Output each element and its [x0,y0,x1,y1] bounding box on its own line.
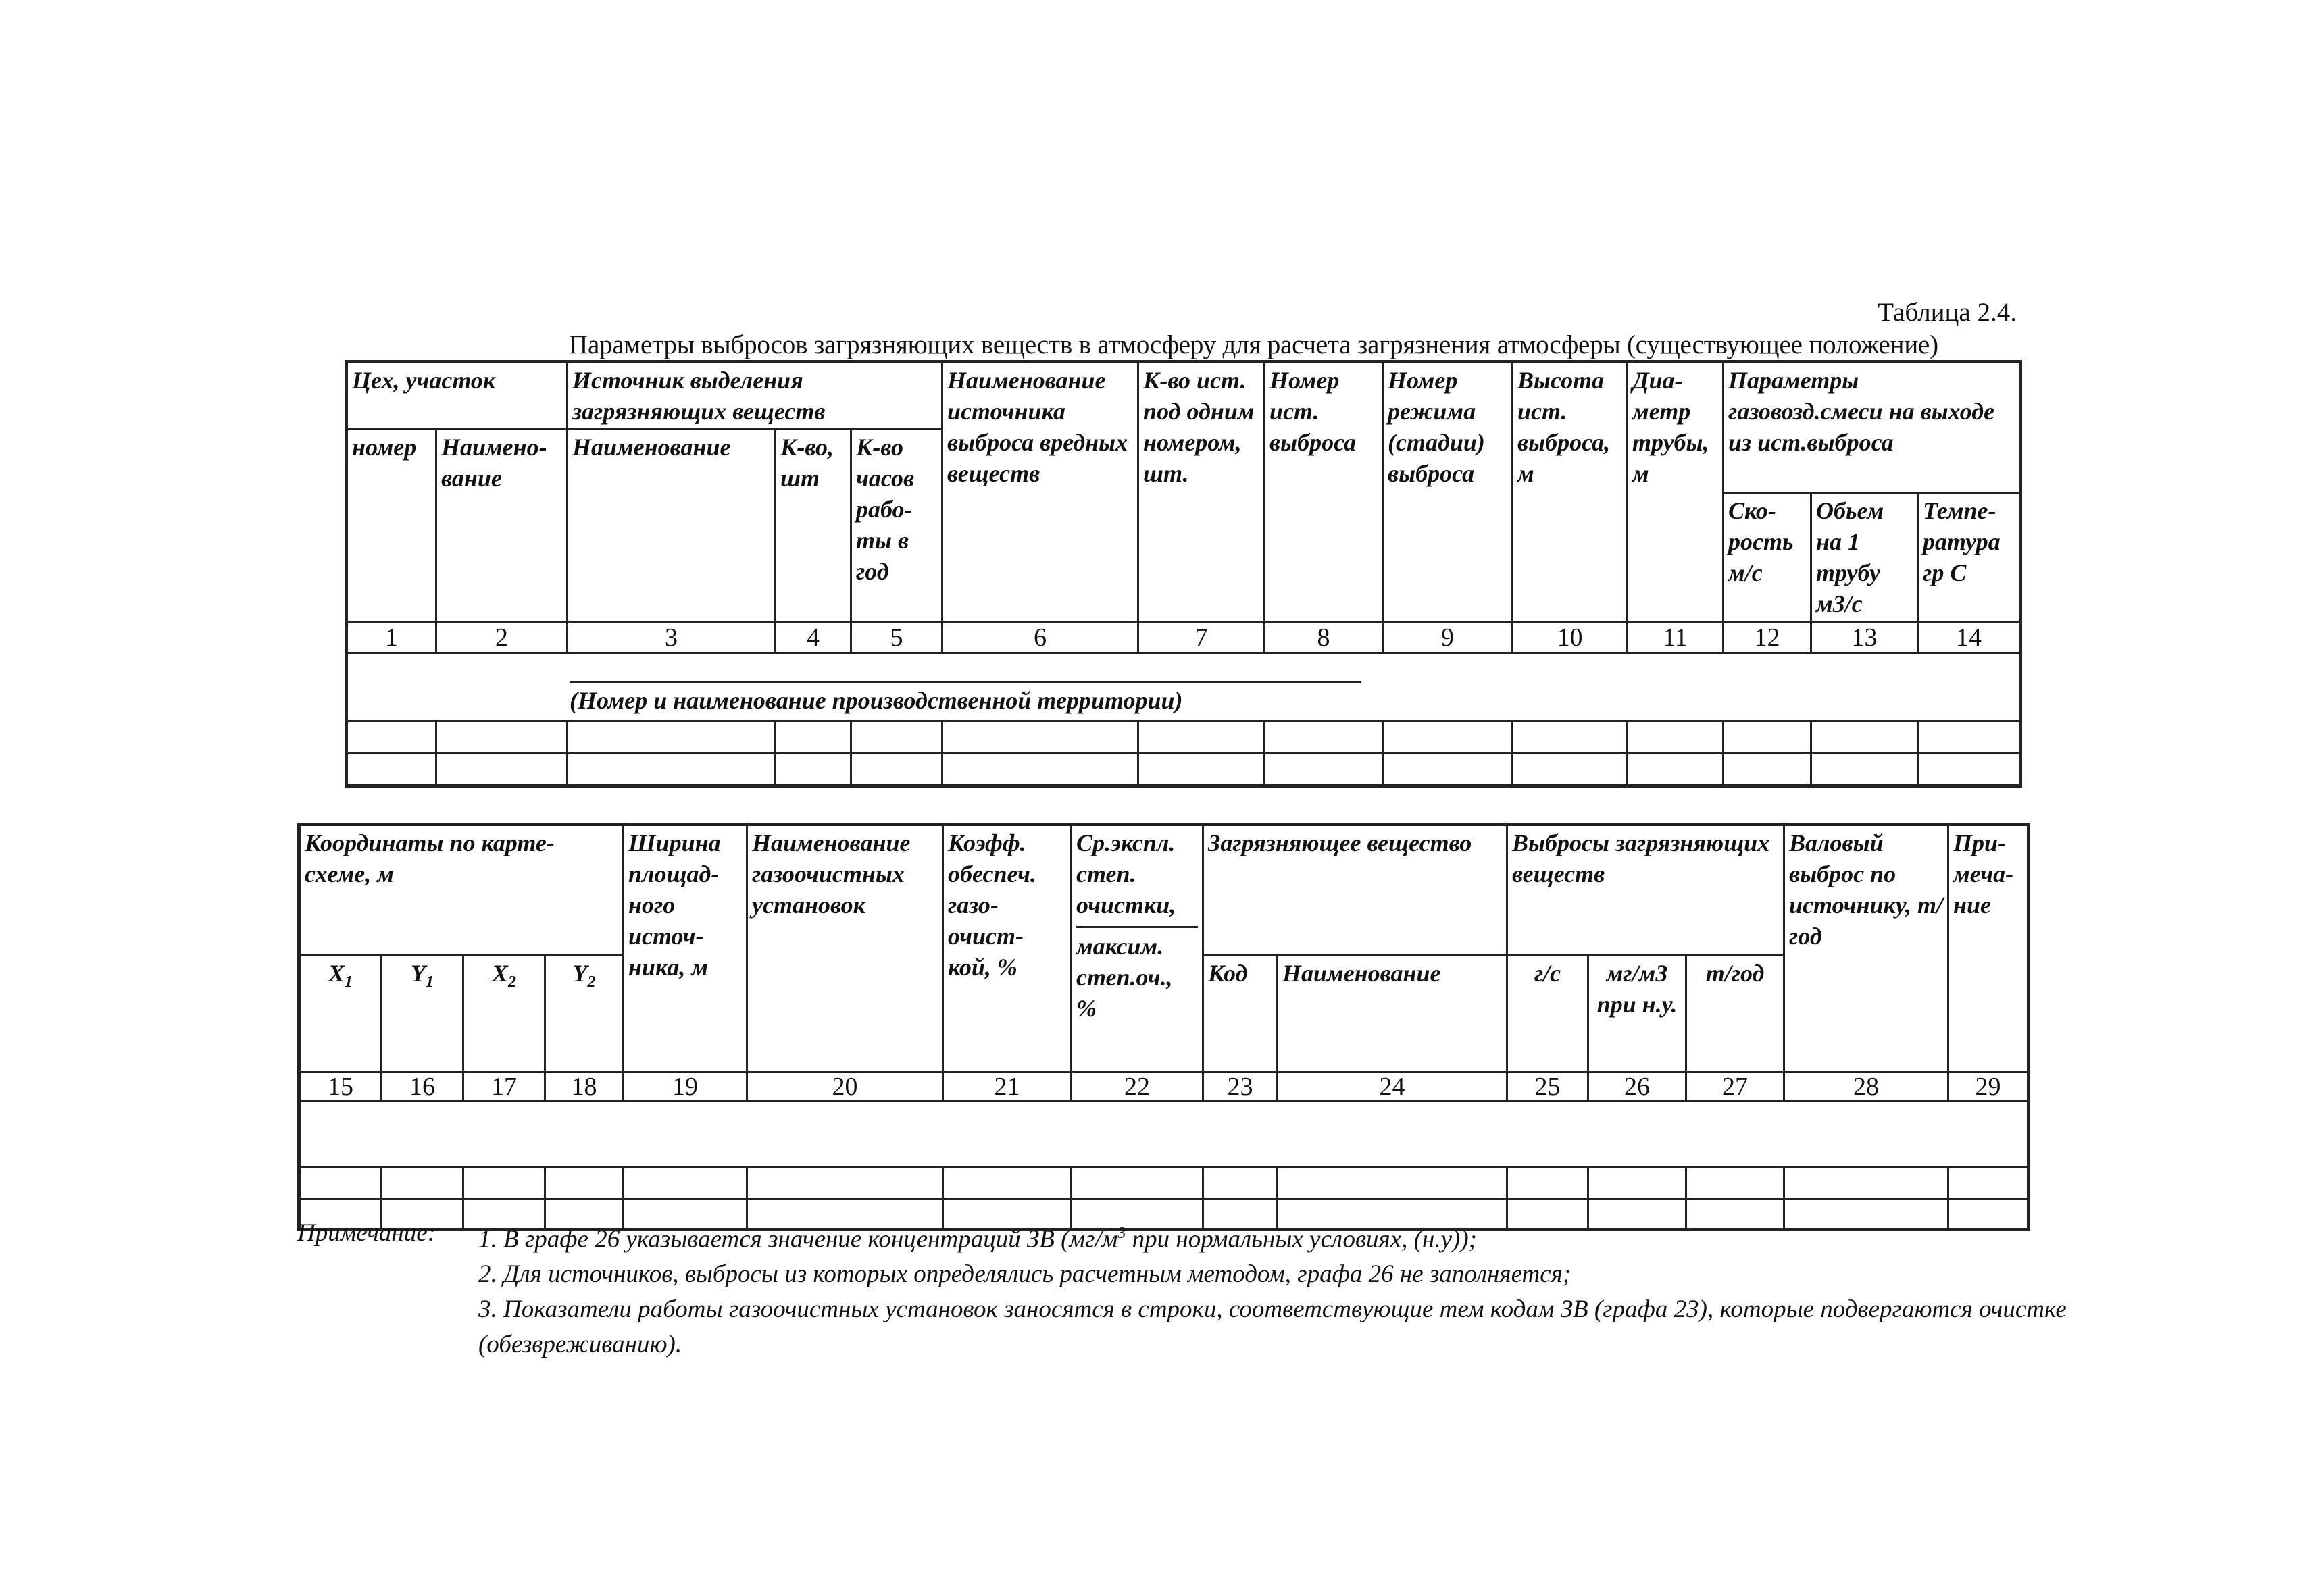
emissions-coordinates-table [297,823,2030,1231]
table-row [347,721,2021,754]
territory-row [347,653,2021,721]
header-source-name: Наименование [568,430,776,622]
header-tyear: т/год [1686,956,1784,1072]
header-workshop-number: номер [347,430,436,622]
notes-section [297,1216,2086,1362]
header-source-number: Номер ист. выброса [1265,362,1383,622]
emissions-parameters-table [345,360,2022,788]
header-workshop-name: Наимено-вание [436,430,568,622]
table-title: Параметры выбросов загрязняющих веществ в атмосферу для расчета загрязнения атмосферы (существующее положение) [569,330,1938,359]
header-pollutant-name: Наименование [1278,956,1507,1072]
header-coefficient: Коэфф. обеспеч. газо-очист-кой, % [943,825,1072,1072]
header-pollutant-code: Код [1203,956,1278,1072]
header-gas-params-group: Параметры газовозд.смеси на выходе из ист.выброса [1724,362,2021,493]
table-row [299,1102,2029,1168]
col-number: 22 [1072,1072,1203,1102]
header-diameter: Диа-метр трубы, м [1628,362,1724,622]
header-qty: К-во, шт [776,430,851,622]
col-number: 26 [1588,1072,1686,1102]
header-note: При-меча-ние [1948,825,2029,1072]
header-volume: Обьем на 1 трубу м3/с [1811,493,1918,622]
table-row [347,754,2021,786]
column-numbers-row [299,1072,2029,1102]
header-pollutant-group: Загрязняющее вещество [1203,825,1507,956]
header-mgm3: мг/м3 при н.у. [1588,956,1686,1072]
header-workshop: Цех, участок [347,362,568,430]
header-y2: $Y_2$ [545,956,624,1072]
header-speed: Ско-рость м/с [1724,493,1811,622]
col-number: 7 [1138,622,1265,653]
header-mode-number: Номер режима (стадии) выброса [1383,362,1513,622]
header-source-group: Источник выделения загрязняющих веществ [568,362,942,430]
table-number: Таблица 2.4. [1878,298,2017,327]
header-x1: $X_1$ [299,956,382,1072]
col-number: 12 [1724,622,1811,653]
header-gross-emission: Валовый выброс по источнику, т/год [1784,825,1948,1072]
col-number: 13 [1811,622,1918,653]
degree-divider [1076,926,1198,928]
header-temperature: Темпе-ратура гр С [1918,493,2021,622]
max-degree-label: максим. степ.оч., % [1076,933,1173,1022]
header-coordinates-group: Координаты по карте-схеме, м [299,825,624,956]
header-area-width: Ширина площад-ного источ-ника, м [624,825,747,1072]
col-number: 6 [942,622,1138,653]
col-number: 28 [1784,1072,1948,1102]
avg-degree-label: Ср.экспл. степ. очистки, [1076,829,1176,919]
territory-label: (Номер и наименование производственной территории) [570,687,1183,714]
col-number: 24 [1278,1072,1507,1102]
col-number: 18 [545,1072,624,1102]
col-number: 14 [1918,622,2021,653]
header-emission-source-name: Наименование источника выброса вредных веществ [942,362,1138,622]
territory-underline [570,681,1361,683]
col-number: 19 [624,1072,747,1102]
col-number: 21 [943,1072,1072,1102]
header-x2: $X_2$ [463,956,545,1072]
table-row [299,1168,2029,1199]
notes-label: Примечание: [297,1219,436,1247]
col-number: 2 [436,622,568,653]
col-number: 8 [1265,622,1383,653]
column-numbers-row [347,622,2021,653]
col-number: 27 [1686,1072,1784,1102]
header-height: Высота ист. выброса, м [1513,362,1628,622]
col-number: 10 [1513,622,1628,653]
col-number: 15 [299,1072,382,1102]
col-number: 16 [382,1072,463,1102]
header-emissions-group: Выбросы загрязняющих веществ [1507,825,1784,956]
col-number: 20 [747,1072,943,1102]
note-item: 1. В графе 26 указывается значение концентраций ЗВ ($мг/м^3$ при нормальных условиях, (н.у)); [478,1225,1477,1254]
col-number: 1 [347,622,436,653]
header-sources-count: К-во ист. под одним номером, шт. [1138,362,1265,622]
col-number: 5 [851,622,942,653]
header-cleaning-degree [1072,825,1203,1072]
header-gas-units: Наименование газоочистных установок [747,825,943,1072]
col-number: 25 [1507,1072,1588,1102]
col-number: 23 [1203,1072,1278,1102]
col-number: 4 [776,622,851,653]
col-number: 9 [1383,622,1513,653]
col-number: 17 [463,1072,545,1102]
note-item: 3. Показатели работы газоочистных установок заносятся в строки, соответствующие тем кодам ЗВ (графа 23), которые подвергаются очистке (обезвреживанию). [478,1295,2067,1359]
col-number: 3 [568,622,776,653]
col-number: 11 [1628,622,1724,653]
header-hours: К-во часов рабо-ты в год [851,430,942,622]
col-number: 29 [1948,1072,2029,1102]
note-item: 2. Для источников, выбросы из которых определялись расчетным методом, графа 26 не заполняется; [478,1260,1571,1289]
header-gs: г/с [1507,956,1588,1072]
header-y1: $Y_1$ [382,956,463,1072]
